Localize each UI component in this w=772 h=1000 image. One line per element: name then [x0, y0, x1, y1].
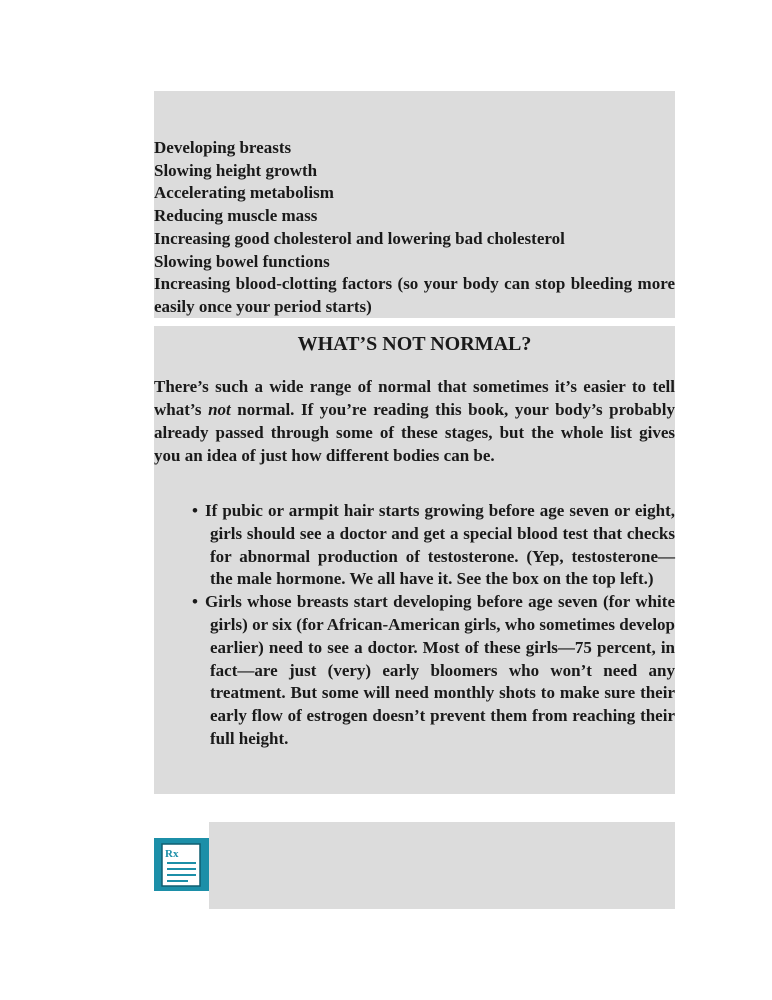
sidebar-box-whats-not-normal — [154, 326, 675, 794]
box-heading: WHAT’S NOT NORMAL? — [297, 333, 532, 355]
list-item: Slowing height growth — [154, 160, 318, 180]
list-item: Increasing blood-clotting factors (so your body can stop bleeding more easily once your period starts) — [154, 274, 675, 316]
list-item: Increasing good cholesterol and lowering bad cholesterol — [154, 228, 565, 248]
list-item-text: Girls whose breasts start developing before age seven (for white girls) or six (for African-American girls, who sometimes develop earlier) need to see a doctor. Most of these girls—75 percent, in fact—are just (very) early bloomers who won’t need any treatment. But some will need monthly shots to make sure their early flow of estrogen doesn’t prevent them from reaching their full height. — [205, 592, 675, 748]
list-item-text: If pubic or armpit hair starts growing before age seven or eight, girls should see a doctor and get a special blood test that checks for abnormal production of testosterone. (Yep, testosterone—the male hormone. We all have it. See the box on the top left.) — [205, 501, 675, 589]
svg-text:Rx: Rx — [165, 848, 179, 860]
sidebar-box-prescription — [209, 822, 675, 909]
list-item: Slowing bowel functions — [154, 251, 330, 271]
prescription-icon — [154, 838, 209, 891]
intro-text: There’s such a wide range of normal that sometimes it’s easier to tell what’s — [154, 377, 675, 419]
sidebar-box-hormone-effects — [154, 91, 675, 318]
warning-list — [192, 500, 675, 751]
bullet-mark: • — [192, 592, 198, 612]
intro-text: normal. If you’re reading this book, your body’s probably already passed through some of these stages, but the whole list gives you an idea of just how different bodies can be. — [154, 400, 675, 465]
intro-paragraph — [154, 375, 675, 467]
list-item — [192, 591, 675, 751]
bullet-mark: • — [192, 501, 198, 520]
effects-list — [154, 137, 675, 319]
list-item: Developing breasts — [154, 138, 292, 157]
list-item: Reducing muscle mass — [154, 206, 318, 226]
list-item: Accelerating metabolism — [154, 183, 334, 203]
list-item — [192, 500, 675, 591]
intro-emphasis: not — [208, 400, 231, 419]
